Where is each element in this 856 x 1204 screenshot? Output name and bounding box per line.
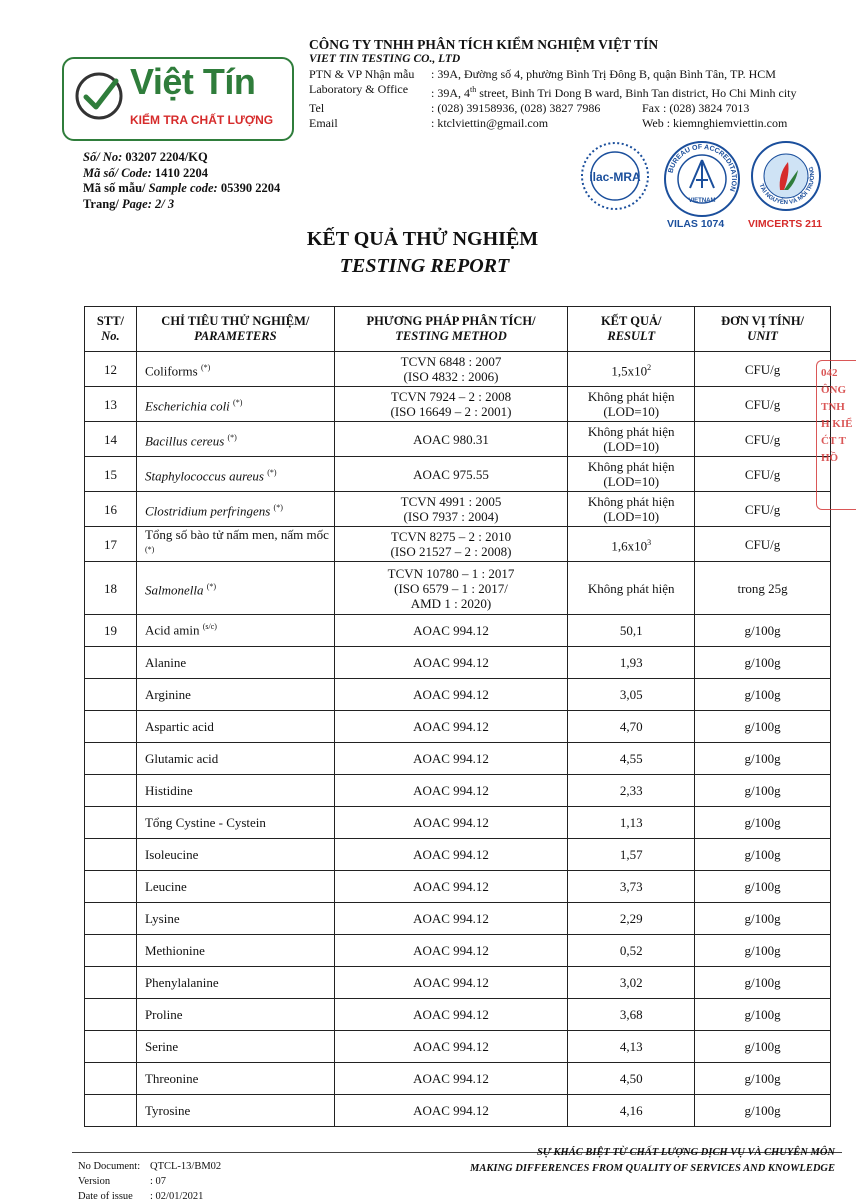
cell-method: AOAC 980.31 bbox=[334, 422, 568, 457]
stamp-fragment: 042 ÔNG TNH H KIỂ ĆT T HỒ bbox=[816, 360, 856, 510]
cell-result: Không phát hiện (LOD=10) bbox=[568, 422, 695, 457]
cell-unit: CFU/g bbox=[695, 492, 831, 527]
cell-unit: trong 25g bbox=[695, 562, 831, 615]
cell-parameter: Threonine bbox=[136, 1063, 334, 1095]
cell-unit: g/100g bbox=[695, 839, 831, 871]
cell-no bbox=[85, 679, 137, 711]
page-number: Trang/ Page: 2/ 3 bbox=[83, 196, 175, 211]
cell-result: 4,13 bbox=[568, 1031, 695, 1063]
report-number: Số/ No: 03207 2204/KQ bbox=[83, 150, 208, 164]
table-row bbox=[85, 871, 831, 903]
cell-method: AOAC 994.12 bbox=[334, 775, 568, 807]
cell-method: TCVN 8275 – 2 : 2010 (ISO 21527 – 2 : 2008) bbox=[334, 527, 568, 562]
vilas-logo bbox=[663, 140, 741, 218]
cell-parameter: Tổng số bào tử nấm men, nấm mốc (*) bbox=[136, 527, 334, 562]
header-result: KẾT QUẢ/ RESULT bbox=[568, 307, 695, 352]
company-name-en: VIET TIN TESTING CO., LTD bbox=[309, 53, 461, 65]
cell-no bbox=[85, 743, 137, 775]
company-logo bbox=[62, 57, 294, 141]
cell-no bbox=[85, 839, 137, 871]
table-row bbox=[85, 352, 831, 387]
cell-method: AOAC 994.12 bbox=[334, 839, 568, 871]
cell-parameter: Staphylococcus aureus (*) bbox=[136, 457, 334, 492]
table-row bbox=[85, 527, 831, 562]
cell-parameter: Histidine bbox=[136, 775, 334, 807]
table-row bbox=[85, 743, 831, 775]
company-name-vn: CÔNG TY TNHH PHÂN TÍCH KIỂM NGHIỆM VIỆT TÍN bbox=[309, 37, 659, 52]
sample-code: Mã số mẫu/ Sample code: 05390 2204 bbox=[83, 181, 281, 195]
title-vn: KẾT QUẢ THỬ NGHIỆM bbox=[306, 228, 539, 250]
address-en-label: Laboratory & Office bbox=[309, 82, 409, 96]
cell-result: 1,13 bbox=[568, 807, 695, 839]
report-meta bbox=[83, 150, 280, 212]
tel-label: Tel bbox=[309, 101, 325, 115]
table-row bbox=[85, 903, 831, 935]
cell-method: TCVN 7924 – 2 : 2008 (ISO 16649 – 2 : 2001) bbox=[334, 387, 568, 422]
table-row bbox=[85, 647, 831, 679]
cell-method: AOAC 994.12 bbox=[334, 1063, 568, 1095]
svg-text:TÀI NGUYÊN VÀ MÔI TRƯỜNG: TÀI NGUYÊN VÀ MÔI TRƯỜNG bbox=[757, 165, 817, 207]
cell-unit: g/100g bbox=[695, 1063, 831, 1095]
cell-result: 1,57 bbox=[568, 839, 695, 871]
document-info: No Document: QTCL-13/BM02 Version : 07 Date of issue : 02/01/2021 bbox=[78, 1161, 222, 1202]
cell-result: $1,6x10^3$ bbox=[568, 527, 695, 562]
report-code: Mã số/ Code: 1410 2204 bbox=[83, 165, 208, 180]
cell-unit: g/100g bbox=[695, 903, 831, 935]
svg-text:BUREAU OF ACCREDITATION: BUREAU OF ACCREDITATION bbox=[667, 143, 738, 193]
tel-row bbox=[309, 101, 829, 116]
vimcerts-label: VIMCERTS 211 bbox=[748, 218, 823, 230]
cell-parameter: Proline bbox=[136, 999, 334, 1031]
cell-result: 3,68 bbox=[568, 999, 695, 1031]
email-value: : ktclviettin@gmail.com bbox=[431, 116, 549, 130]
cell-method: AOAC 994.12 bbox=[334, 967, 568, 999]
cell-parameter: Alanine bbox=[136, 647, 334, 679]
table-row bbox=[85, 935, 831, 967]
logo-tagline: KIỂM TRA CHẤT LƯỢNG bbox=[130, 113, 274, 127]
table-row bbox=[85, 457, 831, 492]
vilas-label: VILAS 1074 bbox=[667, 218, 725, 230]
cell-result: 3,02 bbox=[568, 967, 695, 999]
header-no: STT/ No. bbox=[85, 307, 137, 352]
cell-result: Không phát hiện (LOD=10) bbox=[568, 492, 695, 527]
cell-parameter: Coliforms (*) bbox=[136, 352, 334, 387]
cell-result: 4,16 bbox=[568, 1095, 695, 1127]
cell-method: TCVN 10780 – 1 : 2017 (ISO 6579 – 1 : 2017/ AMD 1 : 2020) bbox=[334, 562, 568, 615]
header-unit: ĐƠN VỊ TÍNH/ UNIT bbox=[695, 307, 831, 352]
cell-parameter: Tyrosine bbox=[136, 1095, 334, 1127]
table-row bbox=[85, 1031, 831, 1063]
cell-parameter: Escherichia coli (*) bbox=[136, 387, 334, 422]
cell-method: AOAC 975.55 bbox=[334, 457, 568, 492]
table-row bbox=[85, 562, 831, 615]
cell-result: 3,73 bbox=[568, 871, 695, 903]
cell-method: TCVN 4991 : 2005 (ISO 7937 : 2004) bbox=[334, 492, 568, 527]
cell-no: 19 bbox=[85, 615, 137, 647]
cell-no bbox=[85, 1095, 137, 1127]
address-en-row bbox=[309, 82, 829, 101]
cell-parameter: Serine bbox=[136, 1031, 334, 1063]
cell-unit: CFU/g bbox=[695, 352, 831, 387]
cell-unit: CFU/g bbox=[695, 387, 831, 422]
cell-no bbox=[85, 967, 137, 999]
cell-result: 2,33 bbox=[568, 775, 695, 807]
cell-method: AOAC 994.12 bbox=[334, 807, 568, 839]
cell-parameter: Arginine bbox=[136, 679, 334, 711]
cell-no: 18 bbox=[85, 562, 137, 615]
cell-parameter: Tổng Cystine - Cystein bbox=[136, 807, 334, 839]
cell-no bbox=[85, 1031, 137, 1063]
table-row bbox=[85, 839, 831, 871]
cell-parameter: Methionine bbox=[136, 935, 334, 967]
cell-result: Không phát hiện (LOD=10) bbox=[568, 387, 695, 422]
header-parameters: CHỈ TIÊU THỬ NGHIỆM/ PARAMETERS bbox=[136, 307, 334, 352]
cell-method: AOAC 994.12 bbox=[334, 743, 568, 775]
web-value: Web : kiemnghiemviettin.com bbox=[642, 116, 788, 130]
table-row bbox=[85, 615, 831, 647]
footer-slogan: SỰ KHÁC BIỆT TỪ CHẤT LƯỢNG DỊCH VỤ VÀ CHUYÊN MÔN MAKING DIFFERENCES FROM QUALITY OF SERVICES AND KNOWLEDGE bbox=[470, 1147, 835, 1174]
cell-result: Không phát hiện (LOD=10) bbox=[568, 457, 695, 492]
cell-no bbox=[85, 807, 137, 839]
cell-method: TCVN 6848 : 2007 (ISO 4832 : 2006) bbox=[334, 352, 568, 387]
cell-parameter: Phenylalanine bbox=[136, 967, 334, 999]
cell-no bbox=[85, 871, 137, 903]
cell-method: AOAC 994.12 bbox=[334, 1031, 568, 1063]
cell-no: 14 bbox=[85, 422, 137, 457]
table-row bbox=[85, 999, 831, 1031]
tel-value: : (028) 39158936, (028) 3827 7986 bbox=[431, 101, 601, 115]
cell-unit: g/100g bbox=[695, 679, 831, 711]
cell-no: 16 bbox=[85, 492, 137, 527]
cell-method: AOAC 994.12 bbox=[334, 615, 568, 647]
fax-value: Fax : (028) 3824 7013 bbox=[642, 101, 750, 115]
cell-parameter: Acid amin $^{(s/c)}$ bbox=[136, 615, 334, 647]
table-row bbox=[85, 679, 831, 711]
email-label: Email bbox=[309, 116, 338, 130]
cell-result: 4,70 bbox=[568, 711, 695, 743]
table-row bbox=[85, 1095, 831, 1127]
title-en: TESTING REPORT bbox=[339, 255, 510, 277]
address-vn-label: PTN & VP Nhận mẫu bbox=[309, 67, 415, 81]
cell-parameter: Clostridium perfringens (*) bbox=[136, 492, 334, 527]
cell-parameter: Isoleucine bbox=[136, 839, 334, 871]
table-row bbox=[85, 711, 831, 743]
svg-text:VIETNAM: VIETNAM bbox=[688, 198, 716, 204]
cell-result: 4,50 bbox=[568, 1063, 695, 1095]
vimcerts-logo bbox=[750, 140, 822, 212]
cell-method: AOAC 994.12 bbox=[334, 1095, 568, 1127]
table-row bbox=[85, 775, 831, 807]
cell-result: 4,55 bbox=[568, 743, 695, 775]
cell-unit: CFU/g bbox=[695, 422, 831, 457]
cell-unit: g/100g bbox=[695, 999, 831, 1031]
cell-parameter: Bacillus cereus (*) bbox=[136, 422, 334, 457]
table-row bbox=[85, 1063, 831, 1095]
checkmark-circle-icon bbox=[74, 71, 124, 121]
svg-text:ilac-MRA: ilac-MRA bbox=[589, 170, 641, 184]
cell-unit: g/100g bbox=[695, 935, 831, 967]
address-en: : 39A, 4th street, Binh Tri Dong B ward, Binh Tan district, Ho Chi Minh city bbox=[431, 85, 797, 100]
cell-unit: g/100g bbox=[695, 711, 831, 743]
cell-result: 0,52 bbox=[568, 935, 695, 967]
cell-unit: CFU/g bbox=[695, 457, 831, 492]
results-table bbox=[84, 306, 831, 1127]
header-method: PHƯƠNG PHÁP PHÂN TÍCH/ TESTING METHOD bbox=[334, 307, 568, 352]
cell-unit: g/100g bbox=[695, 871, 831, 903]
cell-no: 12 bbox=[85, 352, 137, 387]
cell-result: 50,1 bbox=[568, 615, 695, 647]
cell-method: AOAC 994.12 bbox=[334, 871, 568, 903]
table-row bbox=[85, 807, 831, 839]
cell-method: AOAC 994.12 bbox=[334, 935, 568, 967]
cell-no: 15 bbox=[85, 457, 137, 492]
cell-result: 1,93 bbox=[568, 647, 695, 679]
ilac-mra-logo bbox=[579, 140, 651, 212]
cell-method: AOAC 994.12 bbox=[334, 903, 568, 935]
cell-result: Không phát hiện bbox=[568, 562, 695, 615]
cell-method: AOAC 994.12 bbox=[334, 679, 568, 711]
cell-no: 13 bbox=[85, 387, 137, 422]
cell-no bbox=[85, 935, 137, 967]
cell-unit: g/100g bbox=[695, 1031, 831, 1063]
cell-no bbox=[85, 647, 137, 679]
cell-unit: g/100g bbox=[695, 743, 831, 775]
cell-parameter: Glutamic acid bbox=[136, 743, 334, 775]
cell-result: 2,29 bbox=[568, 903, 695, 935]
cell-method: AOAC 994.12 bbox=[334, 711, 568, 743]
logo-brand: Việt Tín bbox=[130, 61, 256, 102]
table-row bbox=[85, 422, 831, 457]
cell-parameter: Leucine bbox=[136, 871, 334, 903]
cell-method: AOAC 994.12 bbox=[334, 999, 568, 1031]
cell-unit: CFU/g bbox=[695, 527, 831, 562]
cell-no: 17 bbox=[85, 527, 137, 562]
cell-unit: g/100g bbox=[695, 967, 831, 999]
cell-unit: g/100g bbox=[695, 775, 831, 807]
company-header bbox=[309, 37, 829, 131]
report-title bbox=[0, 228, 849, 278]
email-row bbox=[309, 116, 829, 131]
cell-parameter: Salmonella (*) bbox=[136, 562, 334, 615]
cell-parameter: Lysine bbox=[136, 903, 334, 935]
cell-result: $1,5x10^2$ bbox=[568, 352, 695, 387]
address-vn: : 39A, Đường số 4, phường Bình Trị Đông B, quận Bình Tân, TP. HCM bbox=[431, 67, 776, 81]
cell-no bbox=[85, 711, 137, 743]
cell-no bbox=[85, 903, 137, 935]
cell-no bbox=[85, 999, 137, 1031]
table-row bbox=[85, 492, 831, 527]
cell-result: 3,05 bbox=[568, 679, 695, 711]
cell-parameter: Aspartic acid bbox=[136, 711, 334, 743]
cell-unit: g/100g bbox=[695, 647, 831, 679]
cell-unit: g/100g bbox=[695, 615, 831, 647]
cell-unit: g/100g bbox=[695, 807, 831, 839]
cell-method: AOAC 994.12 bbox=[334, 647, 568, 679]
table-header-row bbox=[85, 307, 831, 352]
cell-no bbox=[85, 775, 137, 807]
address-vn-row bbox=[309, 67, 829, 82]
cell-unit: g/100g bbox=[695, 1095, 831, 1127]
cell-no bbox=[85, 1063, 137, 1095]
table-row bbox=[85, 967, 831, 999]
table-row bbox=[85, 387, 831, 422]
